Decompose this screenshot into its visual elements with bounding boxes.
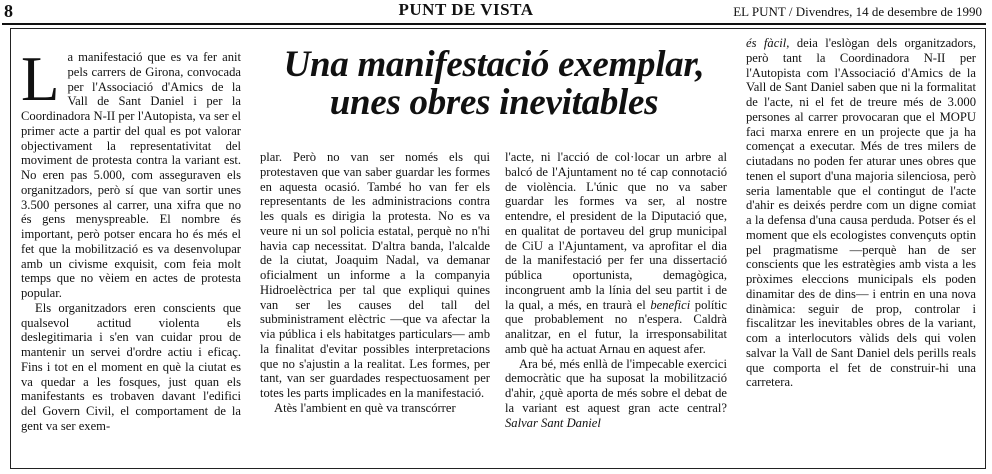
page-header — [0, 0, 992, 24]
paragraph: plar. Però no van ser només els qui protestaven que van saber guardar les formes en aquesta ocasió. També ho van fer els representants de les administracions contra les quals es dirigia la protesta. No es va veure ni un sol policia estatal, perquè no n'hi havia cap necessitat. D'altra banda, l'alcalde de la ciutat, Joaquim Nadal, va demanar oficialment un informe a la companyia Hidroelèctrica per tal que expliqui quines van ser les causes del tall del subministrament elèctric —que va afectar la via pública i els habitatges particulars— amb la finalitat d'evitar possibles interpretacions que no s'ajustin a la realitat. Les formes, per tant, van ser guardades respectuosament per totes les parts implicades en la manifestació. — [260, 150, 490, 400]
page-number: 8 — [4, 1, 13, 21]
paragraph: Els organitzadors eren conscients que qualsevol actitud violenta els deslegitimaria i s'en van cuidar prou de mantenir un servei d'ordre actiu i eficaç. Fins i tot en el moment en què la ciutat es va quedar a les fosques, just quan els manifestants es trobaven davant l'edifici del Govern Civil, el comportament de la gent va ser exem- — [21, 300, 241, 433]
article-column-3 — [505, 150, 727, 430]
article-column-1 — [21, 44, 241, 434]
headline-line-1: Una manifestació exemplar, — [283, 44, 705, 85]
headline-line-2: unes obres inevitables — [329, 82, 659, 123]
paragraph-text: l'acte, ni l'acció de col·locar un arbre al balcó de l'Ajuntament no té cap connotació de violència. L'únic que no va saber guardar les formes va ser, al nostre entendre, el president de la Diputació que, en qualitat de portaveu del grup municipal de CiU a l'Ajuntament, va aprofitar el dia de la manifestació per fer una dissertació pública oportunista, demagògica, incongruent amb la línia del seu partit i de la qual, a més, en traurà el — [505, 150, 727, 312]
paragraph-text: a manifestació que es va fer anit pels carrers de Girona, convocada per l'Associació d'Amics de la Vall de Sant Daniel i per la Coordinadora N-II per l'Autopista, va ser el primer acte a partir del qual es pot valorar objectivament la representativitat del moviment de protesta contra la variant est. No eren pas 5.000, com asseguraven els organitzadors, però sí que van sortir unes 3.500 persones al carrer, una xifra que no és gens menyspreable. El nombre és important, però potser encara ho és més el fet que la mobilització es va desenvolupar amb un civisme exquisit, com feia molt temps que no vèiem en actes de protesta popular. — [21, 50, 241, 300]
paragraph — [21, 44, 241, 301]
article-column-4 — [746, 36, 976, 390]
paragraph — [505, 357, 727, 431]
paragraph-text: deia l'eslògan dels organitzadors, però tant la Coordinadora N-II per l'Autopista com l'Associació d'Amics de la Vall de Sant Daniel saben que ni la formalitat de l'acte, ni el fet de treure més de 3.000 persones al carrer provocaran que el MOPU faci marxa enrere en un projecte que ja ha començat a executar. Més de tres milers de ciutadans no poden fer aturar unes obres que tenen el suport d'una majoria silenciosa, però seria lamentable que el contingut de l'acte d'ahir es deixés perdre com un digne comiat a la defensa d'una causa perduda. Potser és el moment que els ecologistes convençuts optin pel pragmatisme —perquè han de ser conscients que les estratègies amb vista a les pròximes eleccions municipals els poden dinamitar des de dins— i entrin en una nova dinàmica: seguir de prop, controlar i fiscalitzar les inevitables obres de la variant, com a interlocutors vàlids dels qui volen salvar la Vall de Sant Daniel dels perills reals que comporta el fet de construir-hi una carretera. — [746, 36, 977, 390]
header-rule — [2, 23, 986, 25]
section-title-text: PUNT DE VISTA — [398, 0, 534, 19]
emphasis-text: Salvar Sant Daniel — [505, 415, 601, 430]
article-column-2 — [260, 150, 490, 416]
emphasis-text: benefici — [650, 297, 691, 312]
paragraph-text: Ara bé, més enllà de l'impecable exercici democràtic que ha suposat la mobilització d'ahir, ¿què aporta de més sobre el debat de la variant est aquest gran acte central? — [505, 356, 727, 415]
dateline: EL PUNT / Divendres, 14 de desembre de 1990 — [733, 4, 982, 19]
emphasis-text: és fàcil, — [746, 36, 790, 50]
paragraph: Atès l'ambient en què va transcórrer — [274, 400, 456, 415]
paragraph — [746, 36, 976, 390]
paragraph — [505, 150, 727, 357]
drop-cap: L — [21, 44, 60, 114]
headline — [255, 46, 733, 122]
paragraph-text: polític que probablement no n'espera. Caldrà analitzar, en el futur, la irresponsabilitat amb què ha actuat Arnau en aquest afer. — [505, 297, 727, 356]
